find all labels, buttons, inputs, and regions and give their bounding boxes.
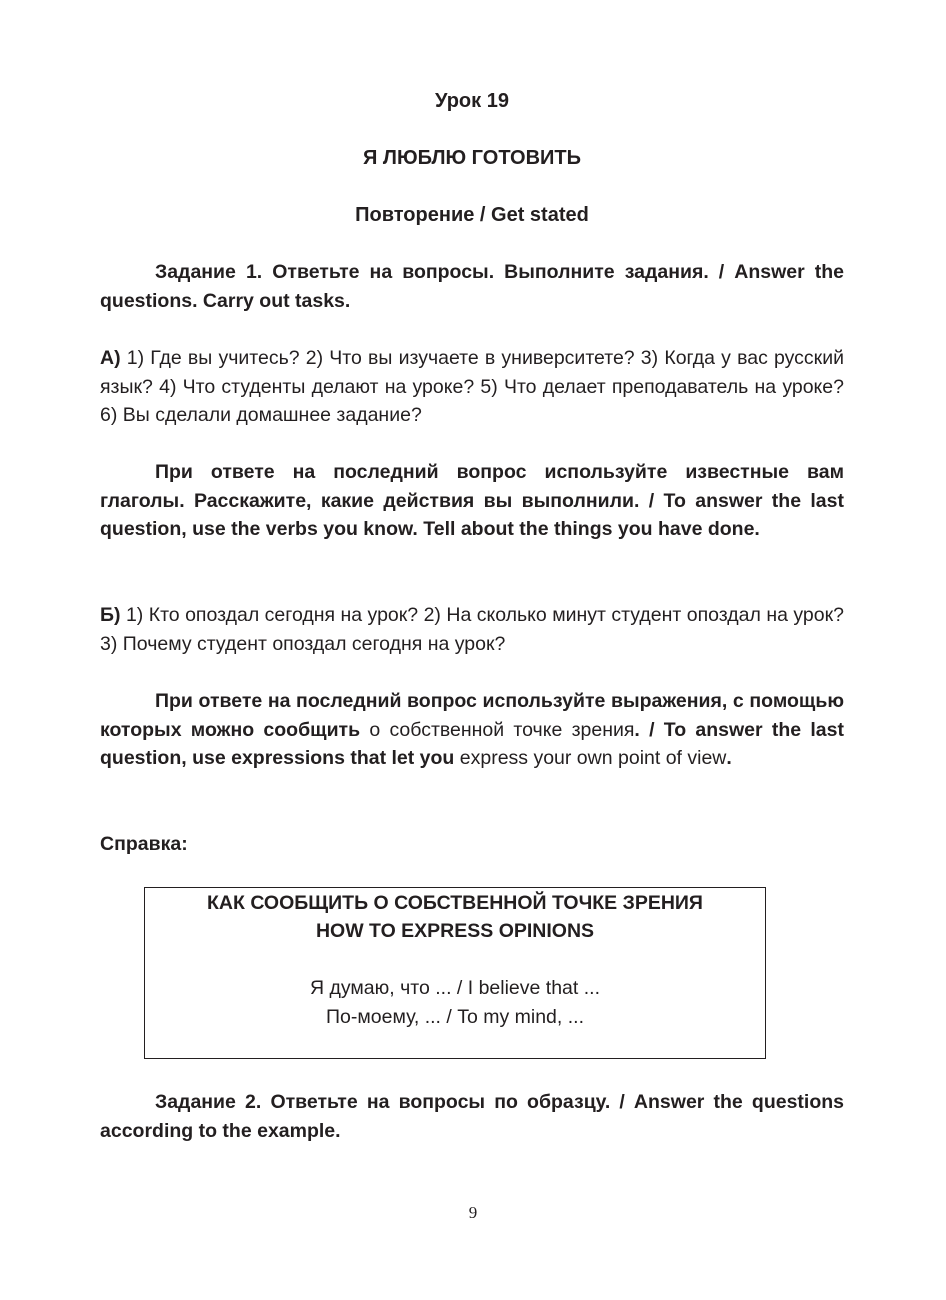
reference-phrase: По-моему, ... / To my mind, ... <box>326 1006 584 1028</box>
lesson-title: Я ЛЮБЛЮ ГОТОВИТЬ <box>363 147 581 169</box>
reference-box <box>144 887 766 1059</box>
part-a-label: А) <box>100 347 121 369</box>
reference-title-en: HOW TO EXPRESS OPINIONS <box>315 920 595 942</box>
task1-note-a: При ответе на последний вопрос используйте известные вам глаголы. Расскажите, какие действия вы выполнили. / To answer the last question, use the verbs you know. Tell about the things you have done. <box>100 461 844 541</box>
part-a-questions: 1) Где вы учитесь? 2) Что вы изучаете в университете? 3) Когда у вас русский язык? 4) Что студенты делают на уроке? 5) Что делает преподаватель на уроке? 6) Вы сделали домашнее задание? <box>100 347 844 427</box>
task2-heading: Задание 2. Ответьте на вопросы по образцу. / Answer the questions according to the example. <box>100 1091 844 1142</box>
note-b-normal-2: express your own point of view <box>454 747 727 770</box>
note-b-bold-3: . <box>726 747 732 770</box>
part-b-questions: 1) Кто опоздал сегодня на урок? 2) На сколько минут студент опоздал на урок? 3) Почему студент опоздал сегодня на урок? <box>100 604 844 655</box>
note-b-bold-1: При ответе на последний вопрос используйте выражения, с помощью которых можно сообщить <box>100 690 844 741</box>
task1-part-b <box>100 601 844 658</box>
part-b-label: Б) <box>100 604 121 626</box>
reference-label: Справка: <box>100 833 188 855</box>
task1-part-a <box>100 344 844 430</box>
page-number: 9 <box>468 1203 478 1222</box>
reference-title-ru: КАК СООБЩИТЬ О СОБСТВЕННОЙ ТОЧКЕ ЗРЕНИЯ <box>207 892 703 914</box>
task1-note-b <box>100 687 844 773</box>
lesson-number: Урок 19 <box>435 90 509 112</box>
note-b-bold-2: . / To answer the last question, use expressions that let you <box>100 718 844 770</box>
note-b-normal-1: о собственной точке зрения <box>360 718 635 741</box>
reference-phrase: Я думаю, что ... / I believe that ... <box>309 977 600 999</box>
section-title: Повторение / Get stated <box>355 204 589 226</box>
task1-heading: Задание 1. Ответьте на вопросы. Выполните задания. / Answer the questions. Carry out tasks. <box>100 261 844 312</box>
